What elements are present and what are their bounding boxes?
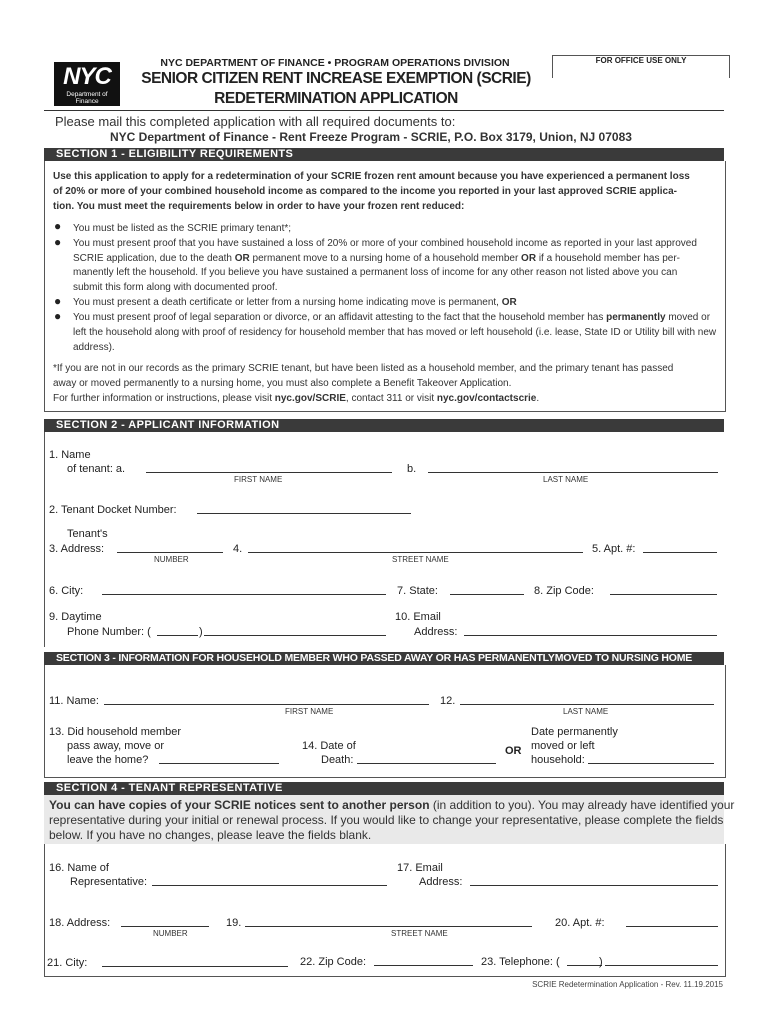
email-input[interactable]	[464, 635, 717, 636]
section4-box	[44, 844, 726, 977]
s1-bullet2-l2: SCRIE application, due to the death OR permanent move to a nursing home of a household member OR if a household member has per-	[73, 253, 681, 264]
s1-bullet4-l1: You must present proof of legal separation or divorce, or an affidavit attesting to the fact that the household member has permanently moved or	[73, 312, 711, 323]
f15-label-l1: Date permanently	[531, 726, 618, 738]
bullet-icon: ●	[54, 235, 62, 249]
s4-intro-l1: You can have copies of your SCRIE notices sent to another person (in addition to you). You may already have identified your	[49, 798, 735, 812]
f17-label-b: Address:	[419, 876, 463, 888]
f20-label: 20. Apt. #:	[555, 917, 605, 929]
s1-bullet3: You must present a death certificate or letter from a nursing home indicating move is permanent, OR	[73, 297, 517, 308]
f7-label: 7. State:	[397, 585, 438, 597]
f6-label: 6. City:	[49, 585, 84, 597]
first-name-caption: FIRST NAME	[285, 707, 334, 716]
section4-title: SECTION 4 - TENANT REPRESENTATIVE	[56, 782, 283, 794]
f1-label-b: of tenant: a.	[67, 463, 126, 475]
bullet-icon: ●	[54, 219, 62, 233]
s1-bullet2-l1: You must present proof that you have sustained a loss of 20% or more of your combined household income as reported in your last approved	[73, 238, 697, 249]
f18-label: 18. Address:	[49, 917, 111, 929]
rep-address-number-input[interactable]	[121, 926, 209, 927]
representative-email-input[interactable]	[470, 885, 718, 886]
mail-instructions: Please mail this completed application with all required documents to:	[55, 114, 456, 129]
street-name-caption: STREET NAME	[392, 555, 449, 564]
scrie-link[interactable]: nyc.gov/SCRIE	[274, 393, 346, 404]
f9-label-b: Phone Number: (	[67, 626, 151, 638]
office-use-box	[552, 55, 730, 78]
mail-address: NYC Department of Finance - Rent Freeze Program - SCRIE, P.O. Box 3179, Union, NJ 07083	[110, 130, 632, 144]
rep-street-name-input[interactable]	[245, 926, 532, 927]
s4-intro-l3: below. If you have no changes, please leave the fields blank.	[49, 828, 372, 842]
f3-label: 3. Address:	[49, 543, 105, 555]
rep-phone-area-code-input[interactable]	[567, 965, 602, 966]
section4-header	[44, 782, 724, 795]
revision-footer: SCRIE Redetermination Application - Rev. 11.19.2015	[532, 980, 723, 989]
tenant-last-name-input[interactable]	[428, 472, 718, 473]
s1-bullet2-l3: manently left the household. If you believe you have sustained a permanent loss of income for any other reason not listed above you can	[73, 267, 678, 278]
rep-zip-input[interactable]	[374, 965, 473, 966]
f22-label: 22. Zip Code:	[300, 956, 367, 968]
number-caption: NUMBER	[154, 555, 189, 564]
last-name-caption: LAST NAME	[543, 475, 589, 484]
member-first-name-input[interactable]	[104, 704, 429, 705]
phone-number-input[interactable]	[204, 635, 386, 636]
first-name-caption: FIRST NAME	[234, 475, 283, 484]
f23-label: 23. Telephone: (	[481, 956, 560, 968]
rep-phone-number-input[interactable]	[605, 965, 718, 966]
or-label: OR	[505, 745, 522, 757]
s1-note-l3: For further information or instructions, please visit nyc.gov/SCRIE, contact 311 or visit nyc.gov/contactscrie.	[53, 393, 540, 404]
section3-header	[44, 652, 724, 665]
s1-intro-l2: of 20% or more of your combined household income as compared to the income you reported in your last approved SCRIE applica-	[53, 186, 677, 197]
date-of-death-input[interactable]	[357, 763, 496, 764]
f1-label: 1. Name	[49, 449, 91, 461]
contactscrie-link[interactable]: nyc.gov/contactscrie	[436, 393, 537, 404]
section1-header	[44, 148, 724, 161]
f12-label: 12.	[440, 695, 456, 707]
apt-input[interactable]	[643, 552, 717, 553]
f15-label-l3: household:	[531, 754, 585, 766]
f13-label-l2: pass away, move or	[67, 740, 165, 752]
phone-area-code-input[interactable]	[157, 635, 198, 636]
s1-bullet1: You must be listed as the SCRIE primary tenant*;	[73, 223, 292, 234]
f4-label: 4.	[233, 543, 243, 555]
s1-intro-l1: Use this application to apply for a redetermination of your SCRIE frozen rent amount because you have experienced a permanent loss	[53, 171, 690, 182]
date-moved-input[interactable]	[588, 763, 714, 764]
section2-left-border	[44, 432, 45, 647]
header-rule	[44, 110, 724, 111]
f17-label: 17. Email	[397, 862, 443, 874]
f13-label-l3: leave the home?	[67, 754, 149, 766]
f14-label-l2: Death:	[321, 754, 354, 766]
f5-label: 5. Apt. #:	[592, 543, 636, 555]
title-line-1: SENIOR CITIZEN RENT INCREASE EXEMPTION (SCRIE)	[141, 70, 531, 87]
street-name-caption: STREET NAME	[391, 929, 448, 938]
f1-b-label: b.	[407, 463, 417, 475]
f21-label: 21. City:	[47, 957, 88, 969]
f16-label-b: Representative:	[70, 876, 148, 888]
rep-city-input[interactable]	[102, 966, 288, 967]
f14-label-l1: 14. Date of	[302, 740, 356, 752]
f2-label: 2. Tenant Docket Number:	[49, 504, 177, 516]
s1-bullet4-l2: left the household along with proof of residency for household member that has moved or left household (i.e. lease, State ID or Utility bill with new	[73, 327, 717, 338]
number-caption: NUMBER	[153, 929, 188, 938]
representative-name-input[interactable]	[152, 885, 387, 886]
f15-label-l2: moved or left	[531, 740, 595, 752]
s1-note-l1: *If you are not in our records as the primary SCRIE tenant, but have been listed as a household member, and the primary tenant has passed	[53, 363, 674, 374]
title-line-2: REDETERMINATION APPLICATION	[214, 90, 458, 107]
f19-label: 19.	[226, 917, 242, 929]
dept-line: NYC DEPARTMENT OF FINANCE • PROGRAM OPERATIONS DIVISION	[160, 57, 510, 69]
section2-title: SECTION 2 - APPLICANT INFORMATION	[56, 419, 280, 431]
state-input[interactable]	[450, 594, 524, 595]
office-use-label: FOR OFFICE USE ONLY	[595, 56, 687, 65]
street-name-input[interactable]	[248, 552, 583, 553]
f10-label: 10. Email	[395, 611, 441, 623]
s4-intro-l2: representative during your initial or renewal process. If you would like to change your representative, please complete the fields	[49, 813, 724, 827]
f10-label-b: Address:	[414, 626, 458, 638]
s1-bullet2-l4: submit this form along with documented proof.	[73, 282, 278, 293]
nyc-logo	[54, 62, 120, 106]
section2-header	[44, 419, 724, 432]
f16-label: 16. Name of	[49, 862, 109, 874]
logo-subtext: Department of Finance	[66, 91, 108, 105]
f23-label-b: )	[599, 956, 603, 968]
address-number-input[interactable]	[117, 552, 223, 553]
f11-label: 11. Name:	[49, 695, 99, 707]
s1-intro-l3: tion. You must meet the requirements below in order to have your frozen rent reduced:	[53, 201, 465, 212]
zip-input[interactable]	[610, 594, 717, 595]
tenant-first-name-input[interactable]	[146, 472, 392, 473]
f9-label-c: )	[199, 626, 203, 638]
f8-label: 8. Zip Code:	[534, 585, 594, 597]
bullet-icon: ●	[54, 294, 62, 308]
section3-title: SECTION 3 - INFORMATION FOR HOUSEHOLD MEMBER WHO PASSED AWAY OR HAS PERMANENTLYMOVED TO NURSING HOME	[56, 652, 693, 664]
s1-bullet4-l3: address).	[73, 342, 115, 353]
move-type-input[interactable]	[159, 763, 279, 764]
member-last-name-input[interactable]	[460, 704, 714, 705]
bullet-icon: ●	[54, 309, 62, 323]
f13-label-l1: 13. Did household member	[49, 726, 182, 738]
section1-title: SECTION 1 - ELIGIBILITY REQUIREMENTS	[56, 148, 294, 160]
rep-apt-input[interactable]	[626, 926, 718, 927]
docket-number-input[interactable]	[197, 513, 411, 514]
s1-note-l2: away or moved permanently to a nursing home, you must also complete a Benefit Takeover Application.	[53, 378, 512, 389]
logo-text: NYC	[63, 63, 111, 90]
f3-label-a: Tenant's	[67, 528, 108, 540]
f9-label: 9. Daytime	[49, 611, 102, 623]
city-input[interactable]	[102, 594, 386, 595]
last-name-caption: LAST NAME	[563, 707, 609, 716]
